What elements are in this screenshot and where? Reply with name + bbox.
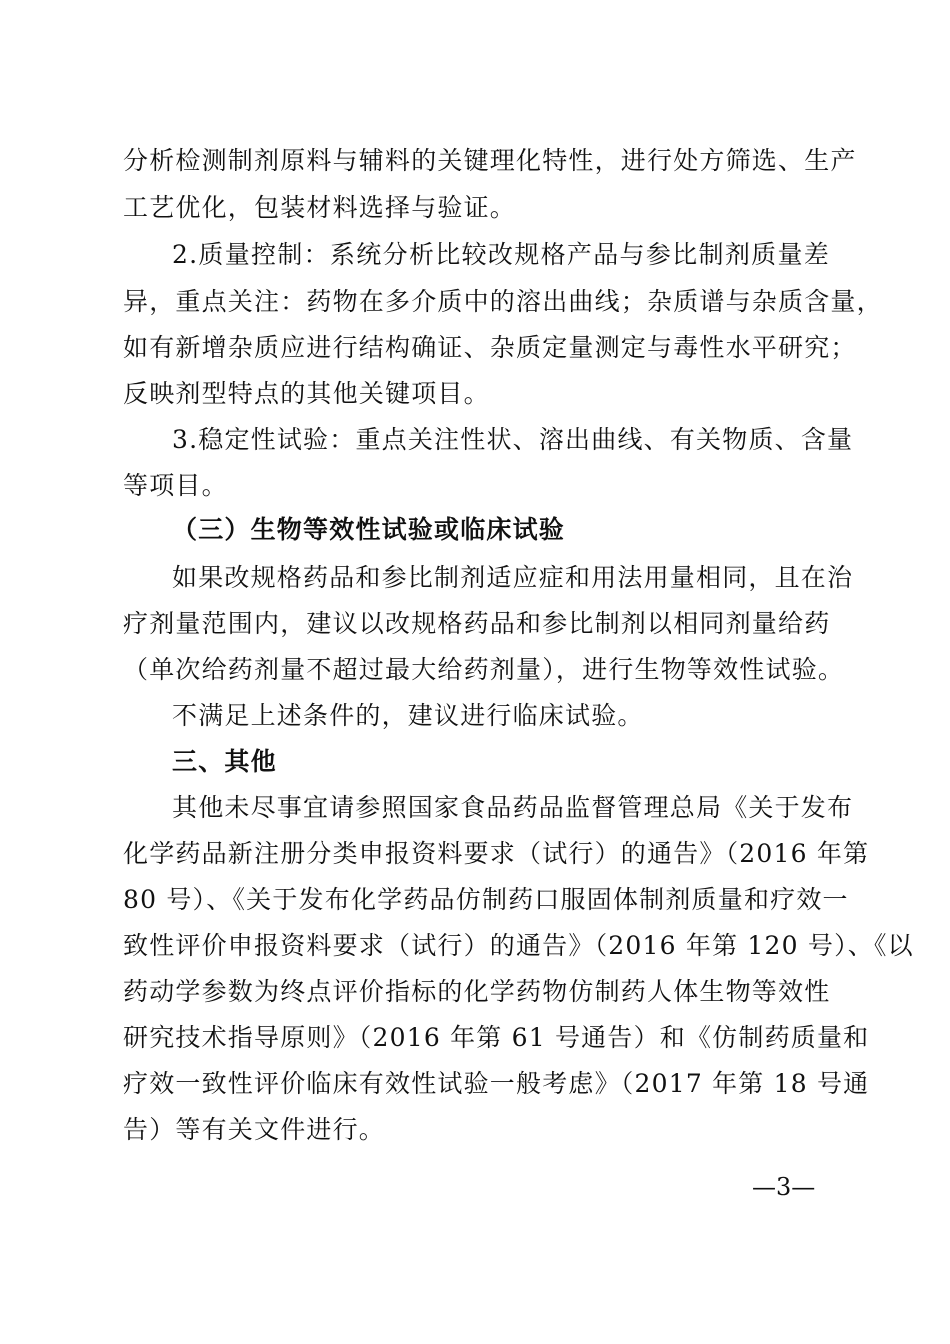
body-text-line: 分析检测制剂原料与辅料的关键理化特性，进行处方筛选、生产: [123, 146, 857, 175]
body-text-line: 疗剂量范围内，建议以改规格药品和参比制剂以相同剂量给药: [123, 609, 831, 638]
body-text-line: 等项目。: [123, 471, 228, 500]
body-text-line: 告）等有关文件进行。: [123, 1115, 386, 1144]
page-number: —3—: [752, 1173, 816, 1201]
body-text-line: 如有新增杂质应进行结构确证、杂质定量测定与毒性水平研究；: [123, 333, 857, 362]
body-text-line: 不满足上述条件的，建议进行临床试验。: [172, 701, 644, 730]
section-heading: （三）生物等效性试验或临床试验: [172, 515, 566, 544]
body-text-line: 工艺优化，包装材料选择与验证。: [123, 193, 517, 222]
body-text-line: 80 号）、《关于发布化学药品仿制药口服固体制剂质量和疗效一: [123, 885, 849, 914]
body-text-line: （单次给药剂量不超过最大给药剂量），进行生物等效性试验。: [123, 655, 845, 684]
section-heading: 三、其他: [172, 747, 277, 776]
body-text-line: 如果改规格药品和参比制剂适应症和用法用量相同，且在治: [172, 563, 854, 592]
body-text-line: 异，重点关注：药物在多介质中的溶出曲线；杂质谱与杂质含量，: [123, 287, 883, 316]
body-text-line: 药动学参数为终点评价指标的化学药物仿制药人体生物等效性: [123, 977, 831, 1006]
body-text-line: 研究技术指导原则》（2016 年第 61 号通告）和《仿制药质量和: [123, 1023, 870, 1052]
body-text-line: 疗效一致性评价临床有效性试验一般考虑》（2017 年第 18 号通: [123, 1069, 870, 1098]
body-text-line: 其他未尽事宜请参照国家食品药品监督管理总局《关于发布: [172, 793, 854, 822]
body-text-line: 3.稳定性试验：重点关注性状、溶出曲线、有关物质、含量: [172, 425, 854, 454]
body-text-line: 2.质量控制：系统分析比较改规格产品与参比制剂质量差: [172, 240, 830, 269]
body-text-line: 致性评价申报资料要求（试行）的通告》（2016 年第 120 号）、《以: [123, 931, 914, 960]
body-text-line: 化学药品新注册分类申报资料要求（试行）的通告》（2016 年第: [123, 839, 870, 868]
body-text-line: 反映剂型特点的其他关键项目。: [123, 379, 490, 408]
